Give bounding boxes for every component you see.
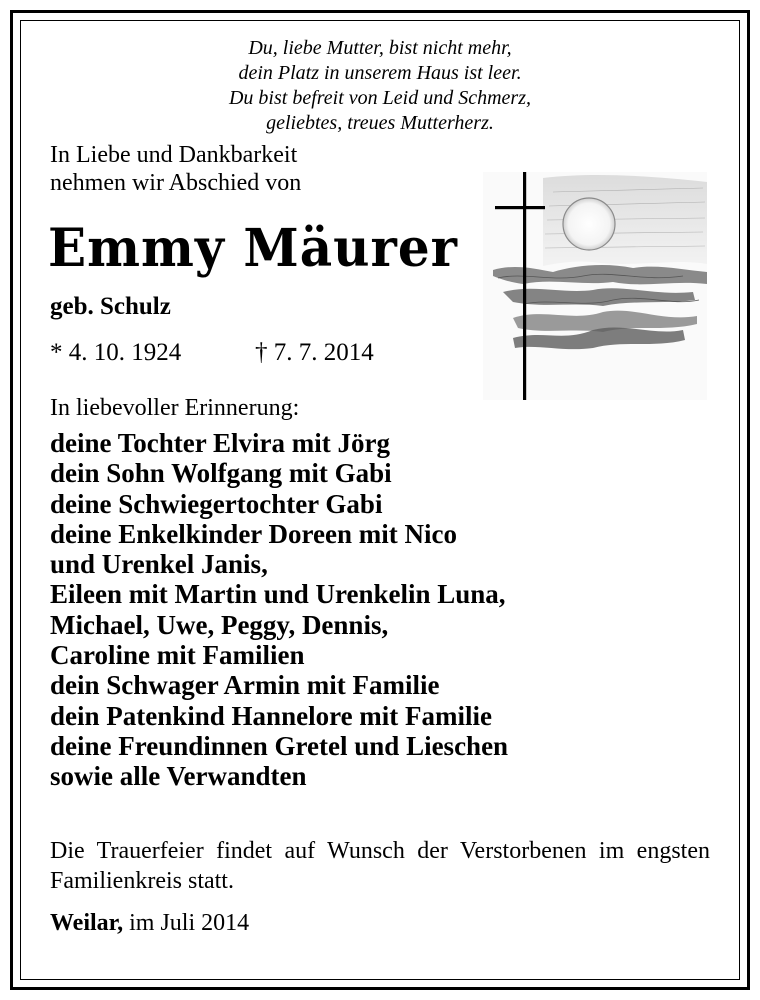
mourner-line: deine Enkelkinder Doreen mit Nico (50, 518, 458, 549)
mourner-line: deine Tochter Elvira mit Jörg (50, 428, 390, 458)
mourner-line: und Urenkel Janis, (50, 549, 268, 580)
memorial-poem (90, 36, 670, 136)
cross-moon-landscape-icon (483, 172, 707, 400)
mourners-list (50, 428, 508, 792)
place-town: Weilar, (50, 910, 124, 936)
mourner-line: deine Schwiegertochter Gabi (50, 488, 383, 519)
birth-name: geb. Schulz (50, 293, 171, 320)
mourner-line: Caroline mit Familien (50, 640, 305, 671)
mourner-line: dein Patenkind Hannelore mit Familie (50, 700, 493, 731)
deceased-name-text: Emmy Mäurer (48, 216, 458, 279)
place-date-text: im Juli 2014 (129, 910, 250, 936)
intro-line: nehmen wir Abschied von (50, 170, 302, 196)
life-dates (50, 339, 374, 367)
remembrance-label: In liebevoller Erinnerung: (50, 395, 300, 421)
poem-line: Du bist befreit von Leid und Schmerz, (228, 87, 531, 109)
mourner-line: sowie alle Verwandten (50, 761, 307, 792)
ceremony-note: Die Trauerfeier findet auf Wunsch der Verstorbenen im engsten Familienkreis statt. (50, 838, 710, 894)
farewell-intro (50, 141, 301, 197)
deceased-name (48, 218, 458, 277)
place-date (50, 910, 249, 937)
poem-line: Du, liebe Mutter, bist nicht mehr, (248, 37, 512, 59)
mourner-line: Eileen mit Martin und Urenkelin Luna, (50, 579, 506, 610)
intro-line: In Liebe und Dankbarkeit (50, 142, 298, 168)
cross-horizontal-beam (495, 206, 545, 209)
mourner-line: dein Schwager Armin mit Familie (50, 670, 440, 701)
mourner-line: deine Freundinnen Gretel und Lieschen (50, 730, 509, 761)
birth-date: * 4. 10. 1924 (50, 339, 182, 366)
poem-line: geliebtes, treues Mutterherz. (266, 112, 494, 134)
moon-icon (563, 198, 615, 250)
poem-line: dein Platz in unserem Haus ist leer. (238, 62, 522, 84)
mourner-line: dein Sohn Wolfgang mit Gabi (50, 458, 392, 489)
mourner-line: Michael, Uwe, Peggy, Dennis, (50, 609, 389, 640)
death-date: † 7. 7. 2014 (255, 339, 374, 366)
